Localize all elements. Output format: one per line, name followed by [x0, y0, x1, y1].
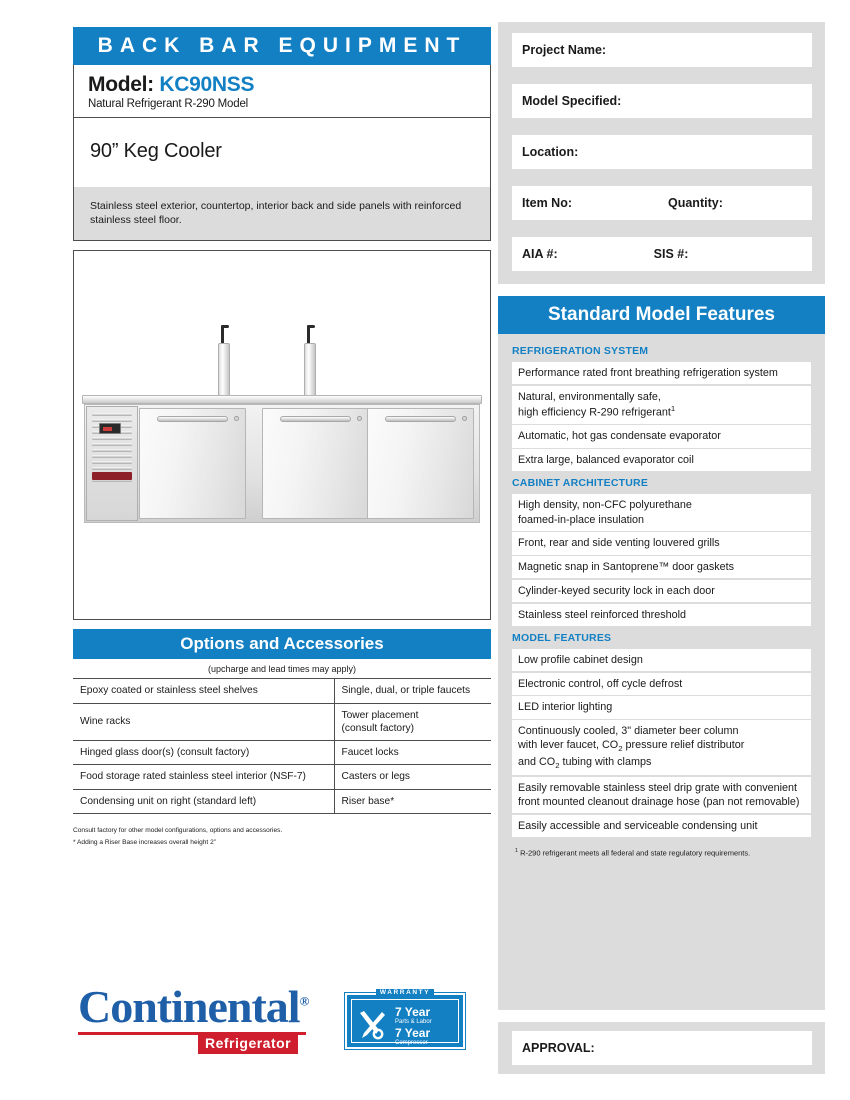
door-lock-icon: [462, 416, 467, 421]
form-field-label: Project Name:: [522, 43, 607, 57]
warranty-label-compressor: Compressor: [395, 1039, 428, 1046]
option-right-cell: Riser base*: [334, 789, 491, 813]
brand-plate: [92, 472, 132, 480]
beer-tower-icon: [218, 325, 230, 397]
options-note: (upcharge and lead times may apply): [207, 664, 357, 675]
door-lock-icon: [234, 416, 239, 421]
countertop: [82, 395, 482, 404]
keg-cooler-illustration: [82, 363, 482, 523]
form-field-label: AIA #:: [522, 247, 558, 261]
electronic-control-icon: [99, 423, 121, 434]
model-number: KC90NSS: [159, 73, 255, 96]
product-description: Stainless steel exterior, countertop, interior back and side panels with reinforced stainless steel floor.: [74, 187, 490, 240]
form-field-label: Item No:: [522, 196, 572, 210]
wrench-screwdriver-icon: [355, 1009, 389, 1041]
feature-item: Electronic control, off cycle defrost: [512, 673, 811, 695]
feature-item: Easily accessible and serviceable condensing unit: [512, 815, 811, 837]
feature-item: Automatic, hot gas condensate evaporator: [512, 425, 811, 447]
model-line: [88, 73, 476, 97]
feature-item: Cylinder-keyed security lock in each door: [512, 580, 811, 602]
warranty-title: WARRANTY: [347, 989, 463, 996]
warranty-text: [395, 1006, 432, 1048]
features-group-heading: CABINET ARCHITECTURE: [512, 477, 649, 490]
cabinet-door: [367, 408, 474, 519]
option-left-cell: Hinged glass door(s) (consult factory): [73, 741, 334, 765]
options-footnotes: [73, 825, 491, 850]
features-group-heading: MODEL FEATURES: [512, 631, 612, 644]
warranty-years-parts: 7 Year: [395, 1005, 431, 1019]
option-left-cell: Condensing unit on right (standard left): [73, 789, 334, 813]
table-row: [73, 765, 491, 789]
standard-features-panel: [498, 334, 825, 1010]
tower-column: [304, 343, 316, 397]
option-left-cell: Wine racks: [73, 703, 334, 741]
warranty-years-compressor: 7 Year: [395, 1026, 431, 1041]
feature-item: High density, non-CFC polyurethane foamed-in-place insulation: [512, 494, 811, 531]
options-footnote: * Adding a Riser Base increases overall height 2”: [73, 839, 216, 847]
feature-item: Easily removable stainless steel drip grate with convenient front mounted cleanout drainage hose (pan not removable): [512, 777, 811, 814]
form-field-row[interactable]: [512, 135, 812, 169]
features-footnote: $^1$ R-290 refrigerant meets all federal and state regulatory requirements.: [515, 847, 751, 858]
option-right-cell: Faucet locks: [334, 741, 491, 765]
logo-name: Continental: [78, 981, 300, 1032]
approval-field[interactable]: [512, 1031, 812, 1065]
feature-item: Continuously cooled, 3" diameter beer column with lever faucet, $CO_2$ pressure relief distributor and $CO_2$ tubing with clamps: [512, 720, 811, 775]
faucet-icon: [221, 325, 224, 345]
tower-column: [218, 343, 230, 397]
feature-item: Natural, environmentally safe, high efficiency R-290 refrigerant$^1$: [512, 386, 811, 424]
faucet-icon: [307, 325, 310, 345]
registered-mark: ®: [299, 993, 309, 1009]
cabinet-door: [139, 408, 246, 519]
options-footnote: Consult factory for other model configurations, options and accessories.: [73, 826, 283, 834]
table-row: [73, 703, 491, 741]
features-list: [512, 649, 811, 837]
features-list: [512, 362, 811, 471]
form-field-label: Model Specified:: [522, 94, 622, 108]
door-handle: [157, 416, 228, 422]
beer-tower-icon: [304, 325, 316, 397]
option-right-cell: Single, dual, or triple faucets: [334, 679, 491, 703]
feature-item: Extra large, balanced evaporator coil: [512, 449, 811, 471]
form-field-label-secondary: SIS #:: [653, 247, 689, 261]
feature-item: Performance rated front breathing refrigeration system: [512, 362, 811, 384]
feature-item: Front, rear and side venting louvered grills: [512, 532, 811, 554]
approval-panel: [498, 1022, 825, 1074]
form-field-row[interactable]: [512, 84, 812, 118]
door-lock-icon: [357, 416, 362, 421]
model-subtitle: Natural Refrigerant R-290 Model: [88, 98, 248, 110]
table-row: [73, 741, 491, 765]
warranty-label-parts: Parts & Labor: [395, 1018, 432, 1025]
feature-item: LED interior lighting: [512, 696, 811, 718]
logo-wordmark: [78, 981, 309, 1032]
feature-item: Magnetic snap in Santoprene™ door gaskets: [512, 556, 811, 578]
form-field-row[interactable]: [512, 33, 812, 67]
product-title-box: [73, 118, 491, 241]
cabinet-door: [262, 408, 369, 519]
table-row: [73, 679, 491, 703]
option-right-cell: Tower placement (consult factory): [334, 703, 491, 741]
logo-tagline: Refrigerator: [198, 1033, 298, 1054]
form-field-row[interactable]: [512, 237, 812, 271]
model-label: Model:: [88, 73, 154, 96]
form-field-row[interactable]: [512, 186, 812, 220]
features-group-heading: REFRIGERATION SYSTEM: [512, 345, 649, 357]
louvered-grill: [86, 406, 138, 521]
left-column: [73, 27, 491, 850]
door-handle: [280, 416, 351, 422]
options-table: [73, 678, 491, 814]
warranty-badge: [345, 989, 465, 1049]
model-box: [73, 65, 491, 118]
feature-item: Stainless steel reinforced threshold: [512, 604, 811, 626]
options-banner-title: Options and Accessories: [73, 629, 491, 659]
features-list: [512, 494, 811, 626]
page-banner-title: BACK BAR EQUIPMENT: [73, 27, 491, 65]
option-left-cell: Epoxy coated or stainless steel shelves: [73, 679, 334, 703]
option-right-cell: Casters or legs: [334, 765, 491, 789]
approval-label: APPROVAL:: [522, 1041, 595, 1055]
product-image: [73, 250, 491, 620]
option-left-cell: Food storage rated stainless steel interior (NSF-7): [73, 765, 334, 789]
table-row: [73, 789, 491, 813]
product-title: 90” Keg Cooler: [90, 140, 222, 162]
features-banner-title: Standard Model Features: [498, 296, 825, 334]
form-field-label: Location:: [522, 145, 579, 159]
form-field-label-secondary: Quantity:: [668, 196, 723, 210]
door-handle: [385, 416, 456, 422]
feature-item: Low profile cabinet design: [512, 649, 811, 671]
project-form-panel: [498, 22, 825, 284]
